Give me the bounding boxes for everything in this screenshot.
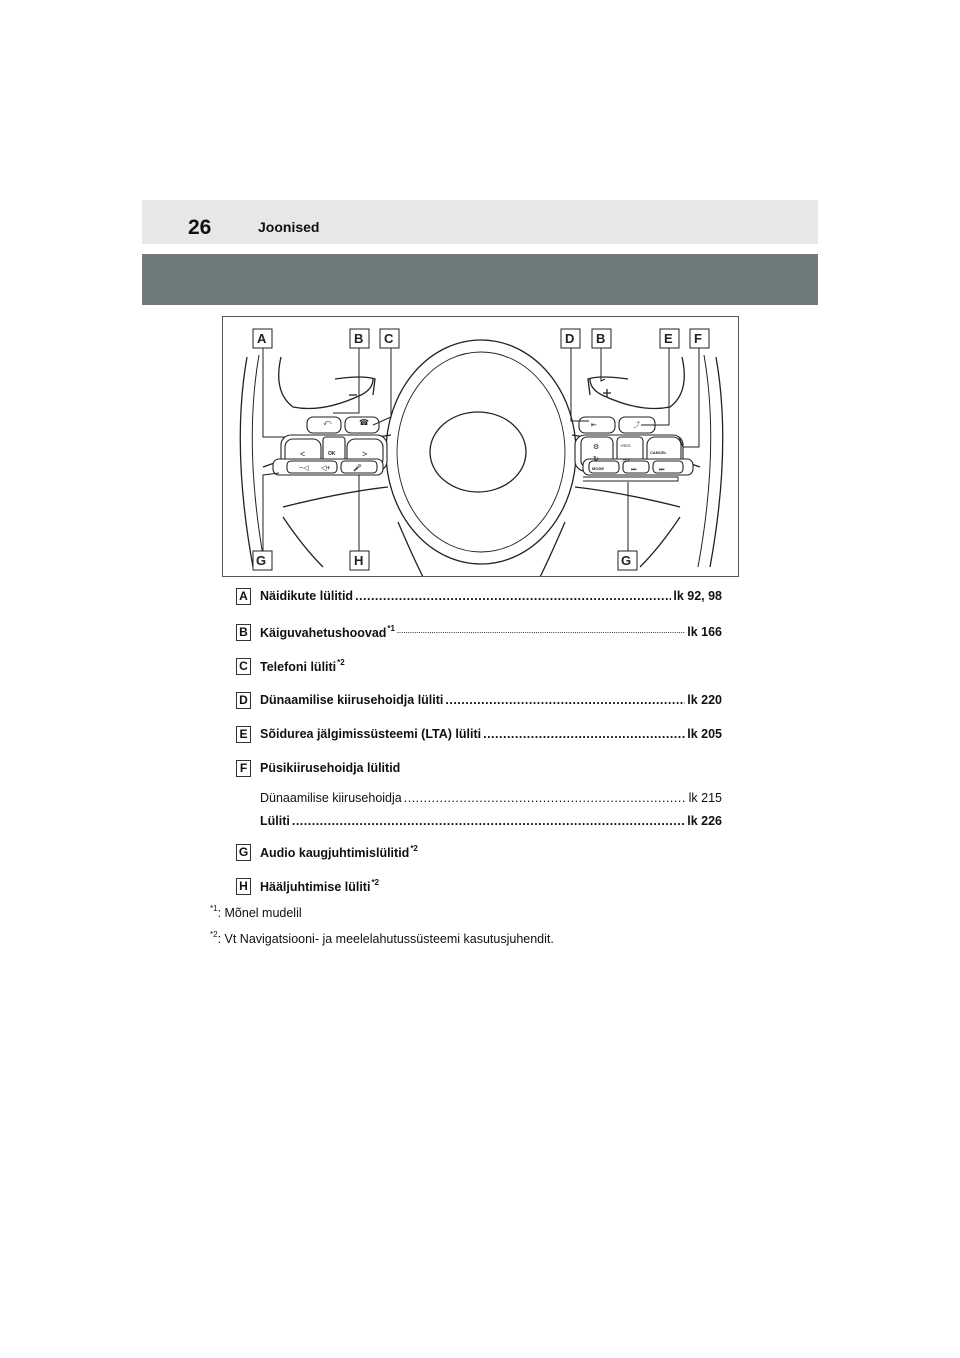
footnote-1 [210,904,302,920]
svg-text:⚙: ⚙ [593,444,600,451]
leader-dots [404,791,687,805]
legend-item-a [236,586,722,606]
header-bar [142,200,818,244]
svg-text:⤺: ⤺ [323,418,332,427]
legend-item-e [236,724,722,744]
svg-text:>: > [362,449,368,459]
leader-dots [292,814,685,828]
leader-dots [355,589,671,603]
callout-e: E [664,331,673,346]
callout-c: C [384,331,394,346]
item-label: Näidikute lülitid [260,589,354,603]
sub-item-switch [260,812,722,830]
footnote-marker: *1 [210,904,218,913]
item-label: Hääljuhtimise lüliti$^{*2}$ [260,878,379,894]
svg-text:◁+: ◁+ [321,465,331,472]
svg-text:🎤: 🎤 [353,465,362,472]
item-label: Käiguvahetushoovad$^{*1}$ [260,624,395,640]
svg-text:⏭: ⏭ [659,467,665,473]
callout-a: A [257,331,267,346]
mode-button-label: MODE [592,466,604,471]
callout-d: D [565,331,575,346]
legend-item-d [236,690,722,710]
badge: H [236,878,251,895]
item-label: Audio kaugjuhtimislülitid$^{*2}$ [260,844,418,860]
badge: C [236,658,251,675]
leader-dots [445,693,685,707]
item-label: Telefoni lüliti$^{*2}$ [260,658,345,674]
sub-item-dynamic-cruise [260,789,722,807]
badge: A [236,588,251,605]
leader-dots [397,629,685,635]
badge: B [236,624,251,641]
footnote-marker: *1 [387,624,395,633]
legend-item-f [236,758,722,778]
sub-item-label: Lüliti [260,814,290,828]
callout-b-right: B [596,331,606,346]
svg-text:☎: ☎ [359,418,369,427]
ok-button-label: OK [328,451,336,457]
page-ref: lk 166 [687,625,722,639]
footnote-marker: *2 [337,658,345,667]
svg-text:<: < [300,449,306,459]
callout-f: F [694,331,702,346]
badge: D [236,692,251,709]
section-band [142,254,818,305]
svg-text:↻: ↻ [593,456,599,463]
page-ref: lk 215 [688,791,722,805]
page-ref: lk 92, 98 [673,589,722,603]
svg-text:⇤: ⇤ [591,422,597,429]
steering-wheel-illustration [223,317,739,577]
item-label: Püsikiirusehoidja lülitid [260,761,401,775]
footnote-text: : Vt Navigatsiooni- ja meelelahutussüsteemi kasutusjuhendit. [217,932,554,946]
page-number: 26 [188,216,212,239]
badge: F [236,760,251,777]
footnote-2 [210,930,554,946]
badge: E [236,726,251,743]
item-label: Dünaamilise kiirusehoidja lüliti [260,693,444,707]
svg-text:⤴: ⤴ [633,422,640,429]
legend-item-g [236,842,722,862]
callout-g-right: G [621,553,632,568]
footnote-marker: *2 [410,844,418,853]
page-ref: lk 226 [687,814,722,828]
callout-b: B [354,331,364,346]
svg-text:⏭: ⏭ [631,467,637,473]
leader-dots [483,727,685,741]
page-ref: lk 220 [687,693,722,707]
legend-item-b [236,622,722,642]
res-button-label: +RES [620,443,631,448]
section-title: Joonised [258,219,320,235]
svg-text:−◁: −◁ [299,465,309,472]
footnote-text: : Mõnel mudelil [217,906,302,920]
callout-g: G [256,553,267,568]
steering-wheel-figure [222,316,739,577]
legend-item-h [236,876,722,896]
sub-item-label: Dünaamilise kiirusehoidja [260,791,402,805]
page-ref: lk 205 [687,727,722,741]
legend-item-c [236,656,722,676]
cancel-button-label: CANCEL [650,450,667,455]
callout-h: H [354,553,364,568]
set-button-label: -SET [621,458,631,463]
item-label: Sõidurea jälgimissüsteemi (LTA) lüliti [260,727,482,741]
footnote-marker: *2 [210,930,218,939]
footnote-marker: *2 [371,878,379,887]
badge: G [236,844,251,861]
